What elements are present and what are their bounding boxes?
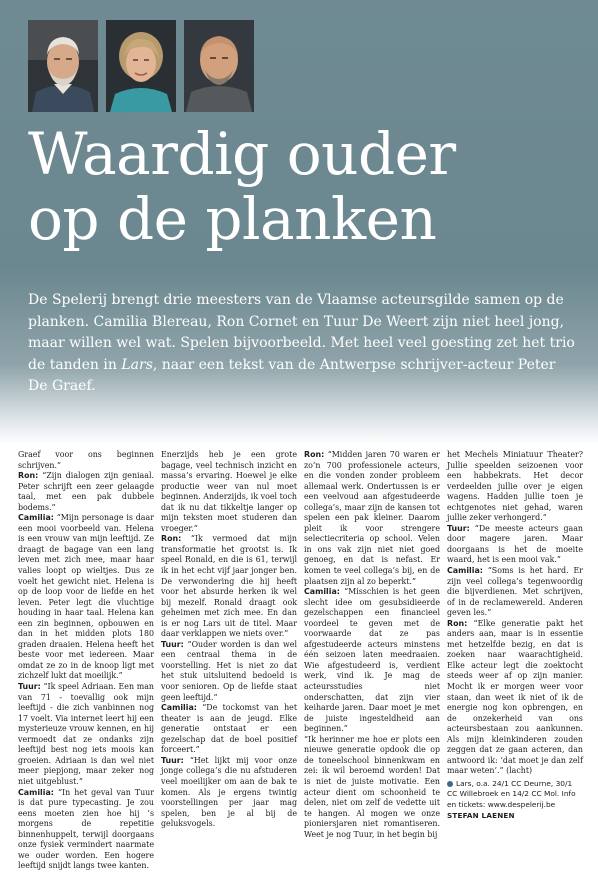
speaker-label: Tuur: bbox=[447, 523, 470, 533]
paragraph-text: “De tockomst van het theater is aan de jeugd. Elke generatie ontstaat er een gezelschap dat de boel positief forceert.” bbox=[161, 703, 297, 755]
lead-play-title: Lars bbox=[121, 356, 153, 373]
portrait-photo-1 bbox=[28, 20, 98, 112]
speaker-label: Camilia: bbox=[18, 787, 54, 797]
paragraph bbox=[304, 735, 440, 840]
article-columns bbox=[18, 450, 584, 871]
lead-paragraph bbox=[28, 290, 576, 398]
paragraph-text: “In het geval van Tuur is dat pure typecasting. Je zou eens moeten zien hoe hij ’s morgens de repetitie binnenhuppelt, terwijl doorgaans onze fysiek vermindert naarmate we ouder worden. Een hogere leeftijd snijdt langs twee kanten. bbox=[18, 787, 154, 871]
speaker-label: Ron: bbox=[447, 618, 468, 628]
headline-line-1: Waardig ouder bbox=[28, 120, 456, 188]
event-info bbox=[447, 779, 583, 810]
paragraph bbox=[447, 524, 583, 566]
paragraph bbox=[447, 566, 583, 619]
speaker-label: Camilia: bbox=[161, 703, 197, 713]
paragraph-text: “Elke generatie pakt het anders aan, maar is in essentie met hetzelfde bezig, en dat is zoeken naar waarachtigheid. Elke acteur legt die zoektocht steeds weer af op zijn manier. Mocht ik er morgen weer voor staan, dan weet ik niet of ik de energie nog kon opbrengen, en de onzekerheid van ons acteursbestaan zou aankunnen. Als mijn kleinkinderen zouden zeggen dat ze gaan acteren, dan antwoord ik: ‘dat moet je dan zelf maar weten’.” (lacht) bbox=[447, 618, 583, 776]
speaker-label: Ron: bbox=[161, 534, 182, 544]
speaker-label: Ron: bbox=[304, 450, 325, 459]
paragraph-text: “Het lijkt mij voor onze jonge collega’s die nu afstuderen veel moeilijker om aan de bak te komen. Als je ergens twintig voorstellingen per jaar mag spelen, ben je al bij de geluksvogels. bbox=[161, 755, 297, 829]
article-column-4 bbox=[447, 450, 583, 835]
paragraph bbox=[304, 587, 440, 735]
paragraph-text: “Midden jaren 70 waren er zo’n 700 professionele acteurs, en die vonden zonder probleem allemaal werk. Ondertussen is er een veelvoud aan afgestudeerde collega’s, maar zijn de kansen tot spelen een pak kleiner. Daarom pleit ik voor strengere selectiecriteria op school. Velen in ons vak zijn niet niet goed genoeg, en dat is nefast. Er komen te veel collega’s bij, en de plaatsen zijn al zo beperkt.” bbox=[304, 450, 440, 586]
paragraph-text: “Ik herinner me hoe er plots een nieuwe generatie opdook die op de toneelschool binnenkwam en zei: ik wil beroemd worden! Dat is niet de juiste motivatie. Een acteur dient om schoonheid te delen, niet om zelf de vedette uit te hangen. Al mogen we onze pioniersjaren niet romantiseren. Weet je nog Tuur, in het begin bij bbox=[304, 734, 440, 839]
info-bullet-icon bbox=[447, 781, 453, 787]
article-column-3 bbox=[304, 450, 440, 839]
paragraph bbox=[447, 619, 583, 777]
paragraph-text: “De meeste acteurs gaan door magere jaren. Maar doorgaans is het de moeite waard, het is een mooi vak.” bbox=[447, 523, 583, 565]
portrait-photo-2 bbox=[106, 20, 176, 112]
speaker-label: Tuur: bbox=[18, 682, 41, 692]
paragraph bbox=[161, 756, 297, 830]
paragraph bbox=[18, 682, 154, 787]
paragraph-text: Enerzijds heb je een grote bagage, veel technisch inzicht en massa’s ervaring. Hoewel je elke productie weer van nul moet beginnen. Anderzijds, ik voel toch dat ik nu dat tikkeltje langer op mijn teksten moet studeren dan vroeger.” bbox=[161, 450, 297, 533]
lead-text-part-2: , naar een tekst van de Antwerpse schrijver-acteur Peter De Graef. bbox=[28, 356, 556, 394]
paragraph-text: “Mijn personage is daar een mooi voorbeeld van. Helena is een vrouw van mijn leeftijd. Ze draagt de bagage van een lang leven met zich mee, maar haar valies loopt op wieltjes. Dus ze voelt het gewicht niet. Helena is op de loop voor de liefde en het leven. Peter legt die vluchtige houding in haar taal. Helena kan een zin beginnen, opbouwen en dan in het midden plots 180 graden draaien. Helena heeft het beste voor met iedereen. Maar omdat ze zo in de knoop ligt met zichzelf lukt dat moeilijk.” bbox=[18, 513, 154, 681]
paragraph-text: het Mechels Miniatuur Theater? Jullie speelden seizoenen voor een habbekrats. Het decor verdeelden jullie over je eigen wagens. Hadden jullie toen je echtgenotes niet gehad, waren jullie zeker verhongerd.” bbox=[447, 450, 583, 523]
paragraph-text: “Ouder worden is dan wel een centraal thema in de voorstelling. Het is niet zo dat het stuk uitsluitend bedoeld is voor senioren. Op de liefde staat geen leeftijd.” bbox=[161, 639, 297, 702]
paragraph-text: “Soms is het hard. Er zijn veel collega’s tegenwoordig die bijverdienen. Met schrijven, of in de reclamewereld. Anderen geven les.” bbox=[447, 566, 583, 618]
paragraph-text: “Ik vermoed dat mijn transformatie het grootst is. Ik speel Ronald, en die is 61, terwijl ik in het echt vijf jaar jonger ben. De verwondering die hij heeft voor het absurde herken ik wel bij mezelf. Ronald draagt ook geheimen met zich mee. En dan is er nog Lars uit de titel. Maar daar verklappen we niets over.” bbox=[161, 534, 297, 639]
speaker-label: Camilia: bbox=[18, 513, 54, 523]
article-column-2 bbox=[161, 450, 297, 835]
paragraph bbox=[447, 450, 583, 524]
paragraph bbox=[18, 471, 154, 513]
paragraph bbox=[18, 513, 154, 682]
headline-line-2: op de planken bbox=[28, 185, 437, 253]
speaker-label: Camilia: bbox=[304, 587, 340, 597]
portrait-photo-3 bbox=[184, 20, 254, 112]
paragraph-text: “Ik speel Adriaan. Een man van 71 - toevallig ook mijn leeftijd - die zich vanbinnen nog 17 voelt. Via internet leert hij een mysterieuze vrouw kennen, en hij vermoedt dat ze ondanks zijn leeftijd best nog iets moois kan groeien. Adriaan is dan wel niet meer piepjong, maar zeker nog niet uitgeblust.” bbox=[18, 682, 154, 786]
author-byline: STEFAN LAENEN bbox=[447, 811, 515, 821]
paragraph bbox=[161, 703, 297, 756]
paragraph bbox=[161, 640, 297, 703]
paragraph bbox=[161, 534, 297, 639]
article-column-1 bbox=[18, 450, 154, 871]
speaker-label: Tuur: bbox=[161, 639, 184, 649]
paragraph-text: Graef voor ons beginnen schrijven.” bbox=[18, 450, 154, 470]
headline bbox=[28, 122, 456, 252]
speaker-label: Ron: bbox=[18, 471, 39, 481]
paragraph bbox=[18, 788, 154, 872]
paragraph-text: “Misschien is het geen slecht idee om gesubsidieerde gezelschappen een financieel voordeel te geven met de voorwaarde dat ze pas afgestudeerde acteurs minstens één seizoen laten meedraaien. Wie afgestudeerd is, verdient werk, vind ik. Je mag de acteursstudies niet onderschatten, dat zijn vier keiharde jaren. Daar moet je met de juiste ingesteldheid aan beginnen.” bbox=[304, 587, 440, 734]
lead-text-part-1: De Spelerij brengt drie meesters van de Vlaamse acteursgilde samen op de planken. Camilia Blereau, Ron Cornet en Tuur De Weert zijn niet heel jong, maar willen wel wat. Spelen bijvoorbeeld. Met heel veel goesting zet het trio de tanden in bbox=[28, 292, 575, 373]
speaker-label: Tuur: bbox=[161, 755, 184, 765]
paragraph bbox=[18, 450, 154, 471]
event-info-text: Lars, o.a. 24/1 CC Deurne, 30/1 CC Willebroek en 14/2 CC Mol. Info en tickets: www.despelerij.be bbox=[447, 778, 576, 809]
paragraph bbox=[304, 450, 440, 587]
paragraph bbox=[161, 450, 297, 534]
paragraph-text: “Zijn dialogen zijn geniaal. Peter schrijft een zeer gelaagde taal, met een pak dubbele bodems.” bbox=[18, 471, 154, 512]
speaker-label: Camilia: bbox=[447, 566, 483, 576]
